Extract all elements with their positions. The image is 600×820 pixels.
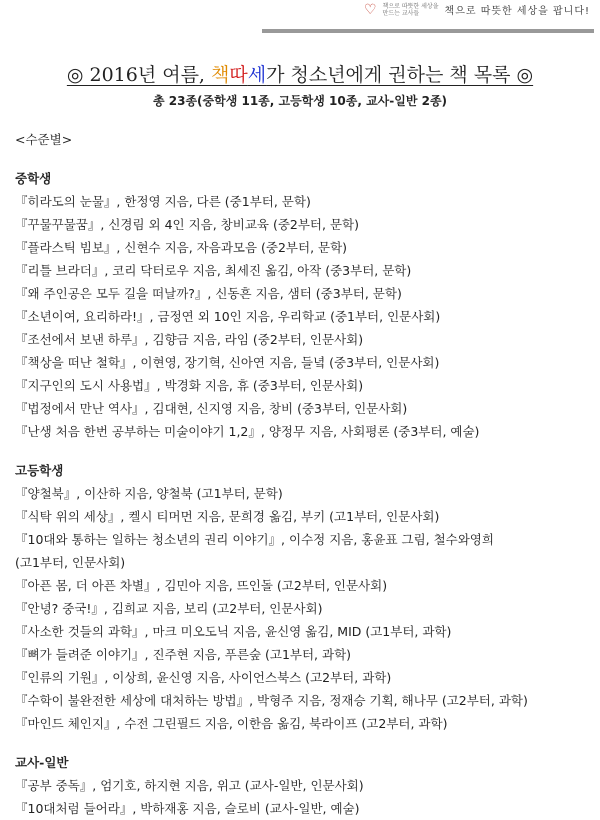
book-item: 『히라도의 눈물』, 한정영 지음, 다른 (중1부터, 문학) [15, 194, 311, 209]
book-item: 『인류의 기원』, 이상희, 윤신영 지음, 사이언스북스 (고2부터, 과학) [15, 670, 392, 685]
book-item: 『10대처럼 들어라』, 박하재홍 지음, 슬로비 (교사-일반, 예술) [15, 801, 360, 816]
book-item: 『뼈가 들려준 이야기』, 진주현 지음, 푸른숲 (고1부터, 과학) [15, 647, 352, 662]
page-header [364, 2, 590, 17]
logo-small-text: 책으로 따뜻한 세상을 만드는 교사들 [382, 2, 439, 17]
title-brand-2: 따 [229, 64, 248, 86]
book-item: 『조선에서 보낸 하루』, 김향금 지음, 라임 (중2부터, 인문사회) [15, 332, 364, 347]
book-item: 『꾸물꾸물꿈』, 신경림 외 4인 지음, 창비교육 (중2부터, 문학) [15, 217, 359, 232]
book-item: 『10대와 통하는 일하는 청소년의 권리 이야기』, 이수정 지음, 홍윤표 그림, 철수와영희 [15, 532, 494, 547]
page-subtitle: 총 23종(중학생 11종, 고등학생 10종, 교사-일반 2종) [152, 94, 448, 108]
section [15, 459, 528, 735]
book-item: 『난생 처음 한번 공부하는 미술이야기 1,2』, 양정무 지음, 사회평론 (중3부터, 예술) [15, 424, 480, 439]
section [15, 751, 528, 820]
title-prefix: ◎ 2016년 여름, [66, 64, 212, 86]
book-item: 『식탁 위의 세상』, 켈시 티머먼 지음, 문희경 옮김, 부키 (고1부터, 인문사회) [15, 509, 440, 524]
section-gap [15, 443, 528, 459]
sections-container [15, 167, 528, 820]
title-suffix: 가 청소년에게 권하는 책 목록 ◎ [266, 64, 534, 86]
section [15, 167, 528, 443]
book-item: 『공부 중독』, 엄기호, 하지현 지음, 위고 (교사-일반, 인문사회) [15, 778, 364, 793]
book-item: (고1부터, 인문사회) [15, 555, 126, 570]
book-item: 『사소한 것들의 과학』, 마크 미오도닉 지음, 윤신영 옮김, MID (고1부터, 과학) [15, 624, 452, 639]
book-item: 『플라스틱 빔보』, 신현수 지음, 자음과모음 (중2부터, 문학) [15, 240, 348, 255]
book-item: 『지구인의 도시 사용법』, 박경화 지음, 휴 (중3부터, 인문사회) [15, 378, 364, 393]
book-item: 『아픈 몸, 더 아픈 차별』, 김민아 지음, 뜨인돌 (고2부터, 인문사회) [15, 578, 388, 593]
book-item: 『리틀 브라더』, 코리 닥터로우 지음, 최세진 옮김, 아작 (중3부터, 문학) [15, 263, 412, 278]
book-item: 『왜 주인공은 모두 길을 떠날까?』, 신동흔 지음, 샘터 (중3부터, 문학) [15, 286, 402, 301]
book-list [15, 128, 528, 820]
book-item: 『소년이여, 요리하라!』, 금정연 외 10인 지음, 우리학교 (중1부터, 인문사회) [15, 309, 441, 324]
book-item: 『마인드 체인지』, 수전 그린필드 지음, 이한음 옮김, 북라이프 (고2부터, 과학) [15, 716, 448, 731]
book-item: 『안녕? 중국!』, 김희교 지음, 보리 (고2부터, 인문사회) [15, 601, 323, 616]
title-brand-3: 세 [247, 64, 267, 86]
page-title [0, 60, 600, 87]
section-gap [15, 735, 528, 751]
book-item: 『양철북』, 이산하 지음, 양철북 (고1부터, 문학) [15, 486, 283, 501]
header-divider [262, 29, 594, 33]
section-heading: 중학생 [15, 171, 52, 186]
book-item: 『책상을 떠난 철학』, 이현영, 장기혁, 신아연 지음, 들녘 (중3부터, 인문사회) [15, 355, 440, 370]
section-heading: 고등학생 [15, 463, 64, 478]
book-item: 『수학이 불완전한 세상에 대처하는 방법』, 박형주 지음, 정재승 기획, 해나무 (고2부터, 과학) [15, 693, 528, 708]
level-label: <수준별> [15, 132, 73, 147]
heart-logo-icon: ♡ [363, 1, 377, 18]
header-tagline: 책으로 따뜻한 세상을 팝니다! [444, 6, 590, 17]
section-heading: 교사-일반 [15, 755, 69, 770]
title-brand-1: 책 [211, 64, 230, 86]
book-item: 『법정에서 만난 역사』, 김대현, 신지영 지음, 창비 (중3부터, 인문사회) [15, 401, 408, 416]
